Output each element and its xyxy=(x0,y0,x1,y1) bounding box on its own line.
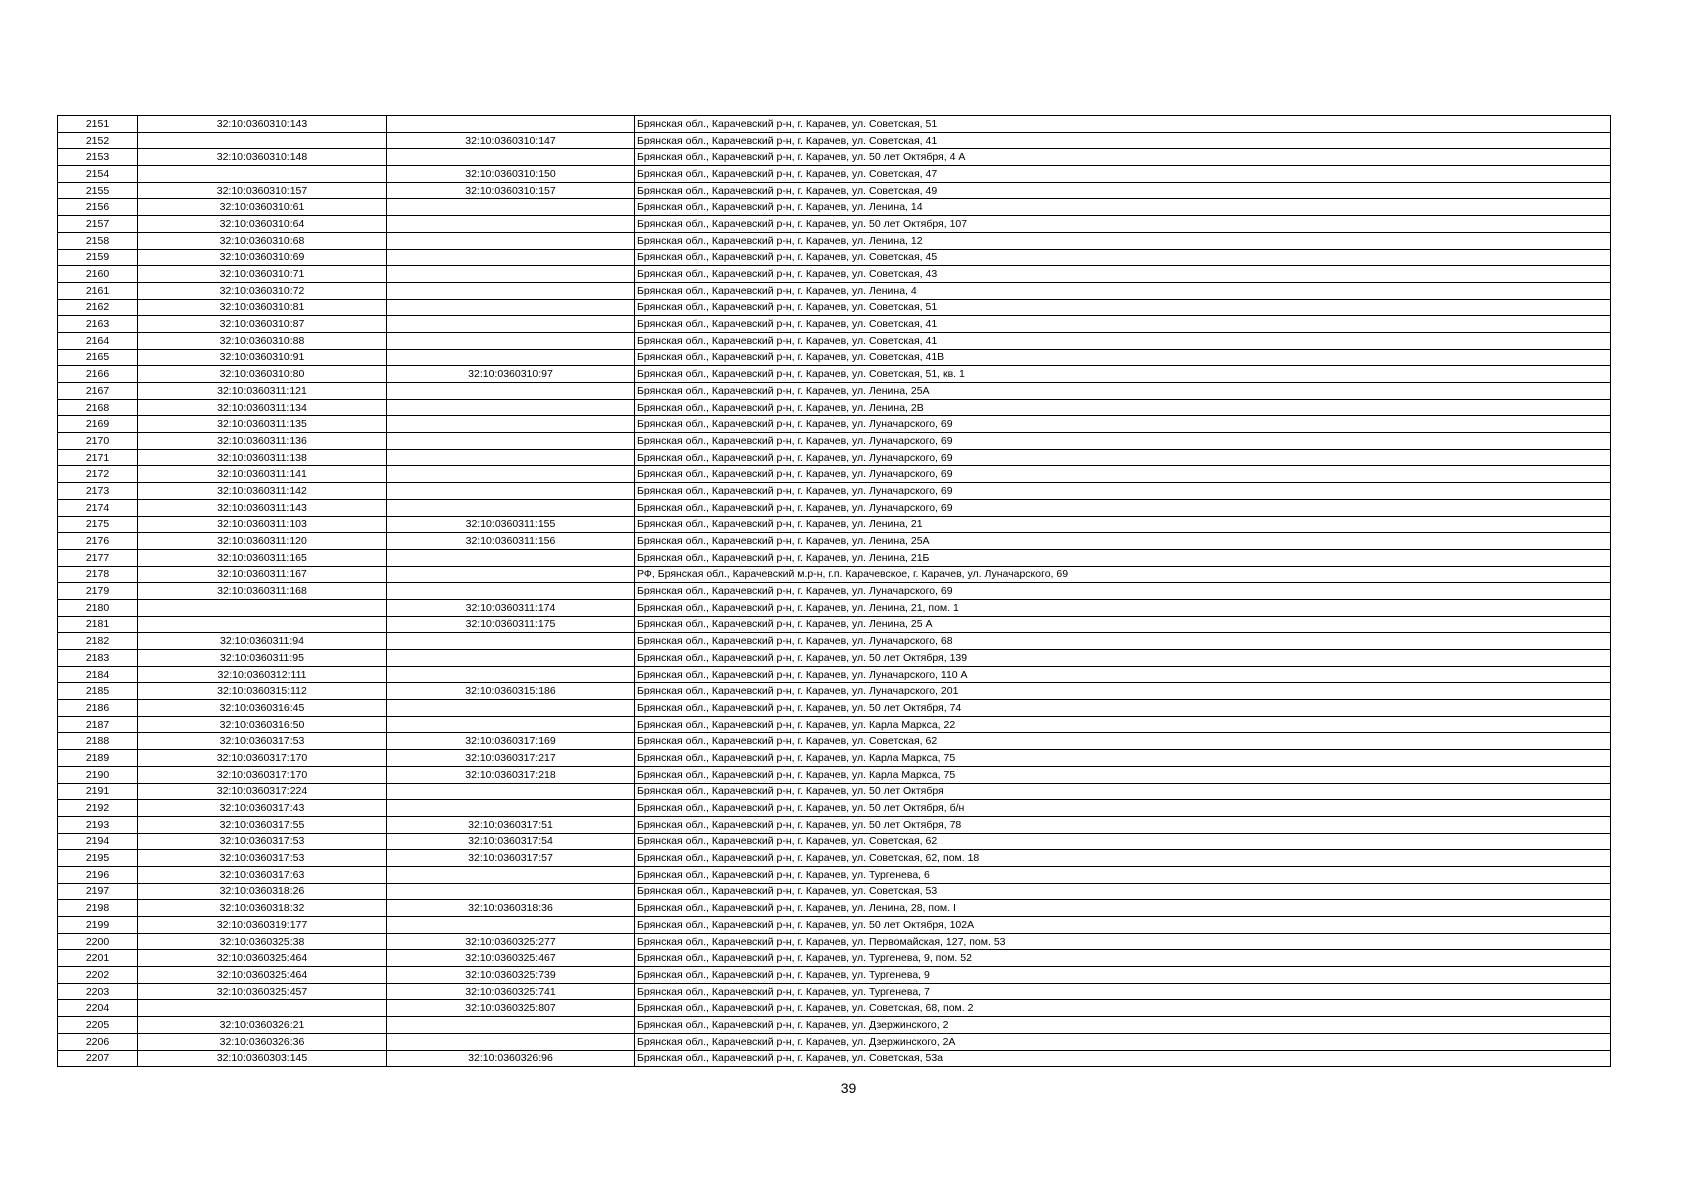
address-cell: Брянская обл., Карачевский р-н, г. Карачев, ул. Советская, 43 xyxy=(635,266,1611,283)
cadastral-number-2-cell: 32:10:0360325:277 xyxy=(387,933,635,950)
cadastral-number-cell: 32:10:0360317:43 xyxy=(138,800,387,817)
cadastral-number-2-cell xyxy=(387,299,635,316)
address-cell: Брянская обл., Карачевский р-н, г. Карачев, ул. Ленина, 25А xyxy=(635,383,1611,400)
address-cell: Брянская обл., Карачевский р-н, г. Карачев, ул. Карла Маркса, 75 xyxy=(635,750,1611,767)
cadastral-number-cell: 32:10:0360318:32 xyxy=(138,900,387,917)
cadastral-number-2-cell: 32:10:0360311:155 xyxy=(387,516,635,533)
row-number-cell: 2158 xyxy=(58,232,138,249)
row-number-cell: 2181 xyxy=(58,616,138,633)
cadastral-number-2-cell xyxy=(387,883,635,900)
row-number-cell: 2174 xyxy=(58,499,138,516)
row-number-cell: 2176 xyxy=(58,533,138,550)
cadastral-number-cell: 32:10:0360310:148 xyxy=(138,149,387,166)
cadastral-number-cell: 32:10:0360311:165 xyxy=(138,549,387,566)
address-cell: Брянская обл., Карачевский р-н, г. Карачев, ул. Советская, 51 xyxy=(635,299,1611,316)
table-row xyxy=(58,933,1611,950)
table-row xyxy=(58,700,1611,717)
cadastral-number-cell: 32:10:0360310:143 xyxy=(138,116,387,133)
cadastral-number-2-cell xyxy=(387,483,635,500)
cadastral-number-2-cell xyxy=(387,917,635,934)
cadastral-number-2-cell: 32:10:0360317:217 xyxy=(387,750,635,767)
row-number-cell: 2196 xyxy=(58,866,138,883)
row-number-cell: 2198 xyxy=(58,900,138,917)
table-row xyxy=(58,883,1611,900)
table-row xyxy=(58,116,1611,133)
cadastral-table xyxy=(57,115,1611,1067)
cadastral-number-cell: 32:10:0360325:464 xyxy=(138,967,387,984)
cadastral-number-cell: 32:10:0360326:36 xyxy=(138,1033,387,1050)
row-number-cell: 2179 xyxy=(58,583,138,600)
cadastral-number-2-cell: 32:10:0360326:96 xyxy=(387,1050,635,1067)
cadastral-number-2-cell xyxy=(387,1017,635,1034)
cadastral-number-2-cell: 32:10:0360311:156 xyxy=(387,533,635,550)
table-row xyxy=(58,366,1611,383)
cadastral-number-2-cell xyxy=(387,633,635,650)
row-number-cell: 2169 xyxy=(58,416,138,433)
table-row xyxy=(58,149,1611,166)
cadastral-number-cell: 32:10:0360311:168 xyxy=(138,583,387,600)
row-number-cell: 2183 xyxy=(58,650,138,667)
row-number-cell: 2180 xyxy=(58,599,138,616)
address-cell: Брянская обл., Карачевский р-н, г. Карачев, ул. 50 лет Октября, б/н xyxy=(635,800,1611,817)
cadastral-number-2-cell xyxy=(387,399,635,416)
row-number-cell: 2189 xyxy=(58,750,138,767)
table-row xyxy=(58,416,1611,433)
cadastral-number-2-cell: 32:10:0360325:467 xyxy=(387,950,635,967)
row-number-cell: 2205 xyxy=(58,1017,138,1034)
cadastral-number-cell: 32:10:0360310:81 xyxy=(138,299,387,316)
row-number-cell: 2167 xyxy=(58,383,138,400)
row-number-cell: 2163 xyxy=(58,316,138,333)
address-cell: Брянская обл., Карачевский р-н, г. Карачев, ул. Карла Маркса, 22 xyxy=(635,716,1611,733)
table-row xyxy=(58,483,1611,500)
cadastral-number-cell xyxy=(138,132,387,149)
table-row xyxy=(58,983,1611,1000)
address-cell: Брянская обл., Карачевский р-н, г. Карачев, ул. Советская, 41В xyxy=(635,349,1611,366)
address-cell: Брянская обл., Карачевский р-н, г. Карачев, ул. Луначарского, 201 xyxy=(635,683,1611,700)
address-cell: Брянская обл., Карачевский р-н, г. Карачев, ул. Советская, 41 xyxy=(635,332,1611,349)
cadastral-number-2-cell xyxy=(387,249,635,266)
table-row xyxy=(58,433,1611,450)
page-number: 39 xyxy=(840,1080,857,1096)
table-row xyxy=(58,182,1611,199)
row-number-cell: 2193 xyxy=(58,816,138,833)
cadastral-number-2-cell xyxy=(387,466,635,483)
address-cell: Брянская обл., Карачевский р-н, г. Карачев, ул. Ленина, 28, пом. I xyxy=(635,900,1611,917)
cadastral-number-cell: 32:10:0360316:45 xyxy=(138,700,387,717)
cadastral-number-cell: 32:10:0360317:170 xyxy=(138,766,387,783)
row-number-cell: 2201 xyxy=(58,950,138,967)
cadastral-number-2-cell: 32:10:0360317:57 xyxy=(387,850,635,867)
address-cell: Брянская обл., Карачевский р-н, г. Карачев, ул. Дзержинского, 2 xyxy=(635,1017,1611,1034)
table-row xyxy=(58,249,1611,266)
table-row xyxy=(58,950,1611,967)
table-row xyxy=(58,766,1611,783)
cadastral-number-cell: 32:10:0360310:80 xyxy=(138,366,387,383)
cadastral-number-cell: 32:10:0360317:170 xyxy=(138,750,387,767)
row-number-cell: 2159 xyxy=(58,249,138,266)
cadastral-number-2-cell xyxy=(387,583,635,600)
table-row xyxy=(58,1033,1611,1050)
row-number-cell: 2191 xyxy=(58,783,138,800)
row-number-cell: 2164 xyxy=(58,332,138,349)
address-cell: Брянская обл., Карачевский р-н, г. Карачев, ул. Дзержинского, 2А xyxy=(635,1033,1611,1050)
cadastral-number-cell: 32:10:0360317:224 xyxy=(138,783,387,800)
row-number-cell: 2155 xyxy=(58,182,138,199)
cadastral-number-cell: 32:10:0360311:142 xyxy=(138,483,387,500)
row-number-cell: 2170 xyxy=(58,433,138,450)
row-number-cell: 2187 xyxy=(58,716,138,733)
table-row xyxy=(58,1017,1611,1034)
table-row xyxy=(58,332,1611,349)
cadastral-number-cell: 32:10:0360311:136 xyxy=(138,433,387,450)
row-number-cell: 2188 xyxy=(58,733,138,750)
cadastral-number-2-cell xyxy=(387,316,635,333)
cadastral-number-cell: 32:10:0360311:143 xyxy=(138,499,387,516)
address-cell: РФ, Брянская обл., Карачевский м.р-н, г.п. Карачевское, г. Карачев, ул. Луначарского, 69 xyxy=(635,566,1611,583)
cadastral-number-2-cell xyxy=(387,1033,635,1050)
cadastral-number-2-cell: 32:10:0360325:739 xyxy=(387,967,635,984)
address-cell: Брянская обл., Карачевский р-н, г. Карачев, ул. 50 лет Октября, 74 xyxy=(635,700,1611,717)
address-cell: Брянская обл., Карачевский р-н, г. Карачев, ул. Луначарского, 69 xyxy=(635,449,1611,466)
address-cell: Брянская обл., Карачевский р-н, г. Карачев, ул. Советская, 41 xyxy=(635,316,1611,333)
table-row xyxy=(58,466,1611,483)
cadastral-number-cell: 32:10:0360317:53 xyxy=(138,833,387,850)
row-number-cell: 2171 xyxy=(58,449,138,466)
cadastral-number-2-cell xyxy=(387,416,635,433)
address-cell: Брянская обл., Карачевский р-н, г. Карачев, ул. 50 лет Октября, 78 xyxy=(635,816,1611,833)
cadastral-number-cell: 32:10:0360317:53 xyxy=(138,850,387,867)
cadastral-number-cell: 32:10:0360316:50 xyxy=(138,716,387,733)
table-row xyxy=(58,599,1611,616)
table-row xyxy=(58,499,1611,516)
cadastral-number-2-cell xyxy=(387,216,635,233)
cadastral-number-2-cell: 32:10:0360317:54 xyxy=(387,833,635,850)
address-cell: Брянская обл., Карачевский р-н, г. Карачев, ул. Советская, 51 xyxy=(635,116,1611,133)
table-row xyxy=(58,516,1611,533)
cadastral-number-2-cell xyxy=(387,449,635,466)
address-cell: Брянская обл., Карачевский р-н, г. Карачев, ул. 50 лет Октября, 107 xyxy=(635,216,1611,233)
address-cell: Брянская обл., Карачевский р-н, г. Карачев, ул. Советская, 49 xyxy=(635,182,1611,199)
cadastral-number-cell: 32:10:0360326:21 xyxy=(138,1017,387,1034)
address-cell: Брянская обл., Карачевский р-н, г. Карачев, ул. Советская, 53а xyxy=(635,1050,1611,1067)
row-number-cell: 2195 xyxy=(58,850,138,867)
address-cell: Брянская обл., Карачевский р-н, г. Карачев, ул. Советская, 47 xyxy=(635,166,1611,183)
row-number-cell: 2178 xyxy=(58,566,138,583)
row-number-cell: 2186 xyxy=(58,700,138,717)
address-cell: Брянская обл., Карачевский р-н, г. Карачев, ул. Советская, 53 xyxy=(635,883,1611,900)
cadastral-number-cell: 32:10:0360325:457 xyxy=(138,983,387,1000)
table-row xyxy=(58,216,1611,233)
cadastral-number-cell: 32:10:0360310:61 xyxy=(138,199,387,216)
table-row xyxy=(58,166,1611,183)
cadastral-number-cell: 32:10:0360311:103 xyxy=(138,516,387,533)
cadastral-number-2-cell xyxy=(387,716,635,733)
row-number-cell: 2177 xyxy=(58,549,138,566)
row-number-cell: 2192 xyxy=(58,800,138,817)
table-row xyxy=(58,232,1611,249)
row-number-cell: 2202 xyxy=(58,967,138,984)
row-number-cell: 2160 xyxy=(58,266,138,283)
address-cell: Брянская обл., Карачевский р-н, г. Карачев, ул. Ленина, 2В xyxy=(635,399,1611,416)
address-cell: Брянская обл., Карачевский р-н, г. Карачев, ул. Советская, 45 xyxy=(635,249,1611,266)
cadastral-number-2-cell xyxy=(387,116,635,133)
row-number-cell: 2206 xyxy=(58,1033,138,1050)
address-cell: Брянская обл., Карачевский р-н, г. Карачев, ул. Ленина, 25А xyxy=(635,533,1611,550)
row-number-cell: 2168 xyxy=(58,399,138,416)
address-cell: Брянская обл., Карачевский р-н, г. Карачев, ул. Советская, 51, кв. 1 xyxy=(635,366,1611,383)
table-row xyxy=(58,616,1611,633)
table-row xyxy=(58,833,1611,850)
table-row xyxy=(58,199,1611,216)
cadastral-number-2-cell: 32:10:0360315:186 xyxy=(387,683,635,700)
row-number-cell: 2162 xyxy=(58,299,138,316)
table-row xyxy=(58,967,1611,984)
table-row xyxy=(58,900,1611,917)
cadastral-number-2-cell xyxy=(387,700,635,717)
table-row xyxy=(58,716,1611,733)
cadastral-number-2-cell xyxy=(387,549,635,566)
address-cell: Брянская обл., Карачевский р-н, г. Карачев, ул. Тургенева, 9, пом. 52 xyxy=(635,950,1611,967)
cadastral-number-cell: 32:10:0360319:177 xyxy=(138,917,387,934)
cadastral-number-2-cell: 32:10:0360317:218 xyxy=(387,766,635,783)
cadastral-number-cell: 32:10:0360315:112 xyxy=(138,683,387,700)
cadastral-number-2-cell xyxy=(387,666,635,683)
address-cell: Брянская обл., Карачевский р-н, г. Карачев, ул. Луначарского, 68 xyxy=(635,633,1611,650)
table-row xyxy=(58,566,1611,583)
row-number-cell: 2172 xyxy=(58,466,138,483)
table-row xyxy=(58,850,1611,867)
cadastral-number-2-cell xyxy=(387,433,635,450)
cadastral-number-2-cell: 32:10:0360317:169 xyxy=(387,733,635,750)
cadastral-number-2-cell: 32:10:0360310:150 xyxy=(387,166,635,183)
table-row xyxy=(58,1050,1611,1067)
row-number-cell: 2207 xyxy=(58,1050,138,1067)
cadastral-number-2-cell xyxy=(387,783,635,800)
cadastral-number-cell: 32:10:0360311:94 xyxy=(138,633,387,650)
cadastral-number-cell: 32:10:0360325:38 xyxy=(138,933,387,950)
row-number-cell: 2199 xyxy=(58,917,138,934)
row-number-cell: 2153 xyxy=(58,149,138,166)
table-row xyxy=(58,383,1611,400)
table-row xyxy=(58,866,1611,883)
address-cell: Брянская обл., Карачевский р-н, г. Карачев, ул. Луначарского, 69 xyxy=(635,416,1611,433)
address-cell: Брянская обл., Карачевский р-н, г. Карачев, ул. Советская, 68, пом. 2 xyxy=(635,1000,1611,1017)
table-row xyxy=(58,666,1611,683)
table-row xyxy=(58,399,1611,416)
table-row xyxy=(58,783,1611,800)
address-cell: Брянская обл., Карачевский р-н, г. Карачев, ул. 50 лет Октября, 139 xyxy=(635,650,1611,667)
cadastral-number-cell xyxy=(138,599,387,616)
cadastral-number-2-cell xyxy=(387,332,635,349)
cadastral-number-2-cell xyxy=(387,232,635,249)
row-number-cell: 2156 xyxy=(58,199,138,216)
cadastral-number-2-cell xyxy=(387,149,635,166)
cadastral-number-2-cell xyxy=(387,266,635,283)
cadastral-number-2-cell xyxy=(387,800,635,817)
address-cell: Брянская обл., Карачевский р-н, г. Карачев, ул. Советская, 41 xyxy=(635,132,1611,149)
cadastral-number-2-cell xyxy=(387,282,635,299)
cadastral-number-2-cell: 32:10:0360311:175 xyxy=(387,616,635,633)
address-cell: Брянская обл., Карачевский р-н, г. Карачев, ул. Карла Маркса, 75 xyxy=(635,766,1611,783)
cadastral-number-cell: 32:10:0360310:91 xyxy=(138,349,387,366)
address-cell: Брянская обл., Карачевский р-н, г. Карачев, ул. 50 лет Октября, 102А xyxy=(635,917,1611,934)
table-row xyxy=(58,299,1611,316)
table-row xyxy=(58,583,1611,600)
address-cell: Брянская обл., Карачевский р-н, г. Карачев, ул. Советская, 62, пом. 18 xyxy=(635,850,1611,867)
address-cell: Брянская обл., Карачевский р-н, г. Карачев, ул. Ленина, 25 А xyxy=(635,616,1611,633)
cadastral-number-2-cell: 32:10:0360310:97 xyxy=(387,366,635,383)
cadastral-number-cell xyxy=(138,1000,387,1017)
row-number-cell: 2185 xyxy=(58,683,138,700)
cadastral-number-cell: 32:10:0360311:135 xyxy=(138,416,387,433)
table-row xyxy=(58,1000,1611,1017)
cadastral-number-2-cell: 32:10:0360311:174 xyxy=(387,599,635,616)
address-cell: Брянская обл., Карачевский р-н, г. Карачев, ул. Луначарского, 69 xyxy=(635,483,1611,500)
cadastral-number-cell: 32:10:0360312:111 xyxy=(138,666,387,683)
cadastral-number-2-cell xyxy=(387,383,635,400)
row-number-cell: 2204 xyxy=(58,1000,138,1017)
address-cell: Брянская обл., Карачевский р-н, г. Карачев, ул. Советская, 62 xyxy=(635,833,1611,850)
row-number-cell: 2154 xyxy=(58,166,138,183)
cadastral-number-cell xyxy=(138,166,387,183)
cadastral-number-cell: 32:10:0360310:88 xyxy=(138,332,387,349)
address-cell: Брянская обл., Карачевский р-н, г. Карачев, ул. Луначарского, 110 А xyxy=(635,666,1611,683)
cadastral-number-cell: 32:10:0360311:120 xyxy=(138,533,387,550)
cadastral-number-cell: 32:10:0360303:145 xyxy=(138,1050,387,1067)
row-number-cell: 2152 xyxy=(58,132,138,149)
cadastral-number-cell: 32:10:0360318:26 xyxy=(138,883,387,900)
table-row xyxy=(58,683,1611,700)
cadastral-number-2-cell: 32:10:0360325:807 xyxy=(387,1000,635,1017)
row-number-cell: 2200 xyxy=(58,933,138,950)
address-cell: Брянская обл., Карачевский р-н, г. Карачев, ул. Тургенева, 9 xyxy=(635,967,1611,984)
row-number-cell: 2157 xyxy=(58,216,138,233)
table-row xyxy=(58,750,1611,767)
cadastral-number-2-cell xyxy=(387,566,635,583)
row-number-cell: 2151 xyxy=(58,116,138,133)
cadastral-number-2-cell: 32:10:0360325:741 xyxy=(387,983,635,1000)
address-cell: Брянская обл., Карачевский р-н, г. Карачев, ул. Луначарского, 69 xyxy=(635,583,1611,600)
row-number-cell: 2197 xyxy=(58,883,138,900)
row-number-cell: 2203 xyxy=(58,983,138,1000)
cadastral-number-cell: 32:10:0360311:121 xyxy=(138,383,387,400)
cadastral-number-2-cell xyxy=(387,349,635,366)
cadastral-number-2-cell xyxy=(387,866,635,883)
table-row xyxy=(58,917,1611,934)
table-row xyxy=(58,800,1611,817)
address-cell: Брянская обл., Карачевский р-н, г. Карачев, ул. Луначарского, 69 xyxy=(635,499,1611,516)
cadastral-number-cell: 32:10:0360311:95 xyxy=(138,650,387,667)
row-number-cell: 2166 xyxy=(58,366,138,383)
cadastral-number-cell: 32:10:0360310:69 xyxy=(138,249,387,266)
cadastral-number-2-cell xyxy=(387,650,635,667)
cadastral-number-cell: 32:10:0360325:464 xyxy=(138,950,387,967)
table-row xyxy=(58,132,1611,149)
cadastral-number-cell: 32:10:0360317:53 xyxy=(138,733,387,750)
cadastral-number-2-cell xyxy=(387,499,635,516)
address-cell: Брянская обл., Карачевский р-н, г. Карачев, ул. Тургенева, 7 xyxy=(635,983,1611,1000)
table-row xyxy=(58,282,1611,299)
address-cell: Брянская обл., Карачевский р-н, г. Карачев, ул. 50 лет Октября, 4 А xyxy=(635,149,1611,166)
cadastral-number-cell: 32:10:0360310:64 xyxy=(138,216,387,233)
cadastral-number-2-cell: 32:10:0360310:147 xyxy=(387,132,635,149)
address-cell: Брянская обл., Карачевский р-н, г. Карачев, ул. Ленина, 12 xyxy=(635,232,1611,249)
cadastral-number-cell: 32:10:0360317:55 xyxy=(138,816,387,833)
row-number-cell: 2182 xyxy=(58,633,138,650)
table-row xyxy=(58,316,1611,333)
cadastral-number-cell: 32:10:0360317:63 xyxy=(138,866,387,883)
address-cell: Брянская обл., Карачевский р-н, г. Карачев, ул. Тургенева, 6 xyxy=(635,866,1611,883)
address-cell: Брянская обл., Карачевский р-н, г. Карачев, ул. Ленина, 21, пом. 1 xyxy=(635,599,1611,616)
row-number-cell: 2161 xyxy=(58,282,138,299)
cadastral-number-cell xyxy=(138,616,387,633)
table-row xyxy=(58,266,1611,283)
cadastral-number-cell: 32:10:0360310:68 xyxy=(138,232,387,249)
row-number-cell: 2194 xyxy=(58,833,138,850)
table-row xyxy=(58,533,1611,550)
address-cell: Брянская обл., Карачевский р-н, г. Карачев, ул. Советская, 62 xyxy=(635,733,1611,750)
row-number-cell: 2184 xyxy=(58,666,138,683)
row-number-cell: 2173 xyxy=(58,483,138,500)
address-cell: Брянская обл., Карачевский р-н, г. Карачев, ул. Ленина, 4 xyxy=(635,282,1611,299)
table-row xyxy=(58,549,1611,566)
row-number-cell: 2175 xyxy=(58,516,138,533)
address-cell: Брянская обл., Карачевский р-н, г. Карачев, ул. Луначарского, 69 xyxy=(635,433,1611,450)
table-row xyxy=(58,816,1611,833)
cadastral-number-2-cell: 32:10:0360318:36 xyxy=(387,900,635,917)
table-body xyxy=(58,116,1611,1067)
row-number-cell: 2190 xyxy=(58,766,138,783)
cadastral-number-cell: 32:10:0360311:134 xyxy=(138,399,387,416)
table-row xyxy=(58,349,1611,366)
address-cell: Брянская обл., Карачевский р-н, г. Карачев, ул. Ленина, 21Б xyxy=(635,549,1611,566)
table-row xyxy=(58,633,1611,650)
table-row xyxy=(58,449,1611,466)
cadastral-number-2-cell: 32:10:0360310:157 xyxy=(387,182,635,199)
row-number-cell: 2165 xyxy=(58,349,138,366)
address-cell: Брянская обл., Карачевский р-н, г. Карачев, ул. 50 лет Октября xyxy=(635,783,1611,800)
cadastral-number-cell: 32:10:0360310:72 xyxy=(138,282,387,299)
address-cell: Брянская обл., Карачевский р-н, г. Карачев, ул. Ленина, 21 xyxy=(635,516,1611,533)
cadastral-number-cell: 32:10:0360311:138 xyxy=(138,449,387,466)
cadastral-number-2-cell: 32:10:0360317:51 xyxy=(387,816,635,833)
cadastral-number-cell: 32:10:0360310:157 xyxy=(138,182,387,199)
cadastral-number-cell: 32:10:0360310:71 xyxy=(138,266,387,283)
cadastral-number-2-cell xyxy=(387,199,635,216)
address-cell: Брянская обл., Карачевский р-н, г. Карачев, ул. Первомайская, 127, пом. 53 xyxy=(635,933,1611,950)
address-cell: Брянская обл., Карачевский р-н, г. Карачев, ул. Луначарского, 69 xyxy=(635,466,1611,483)
table-row xyxy=(58,650,1611,667)
cadastral-number-cell: 32:10:0360311:141 xyxy=(138,466,387,483)
table-row xyxy=(58,733,1611,750)
cadastral-number-cell: 32:10:0360310:87 xyxy=(138,316,387,333)
cadastral-number-cell: 32:10:0360311:167 xyxy=(138,566,387,583)
address-cell: Брянская обл., Карачевский р-н, г. Карачев, ул. Ленина, 14 xyxy=(635,199,1611,216)
